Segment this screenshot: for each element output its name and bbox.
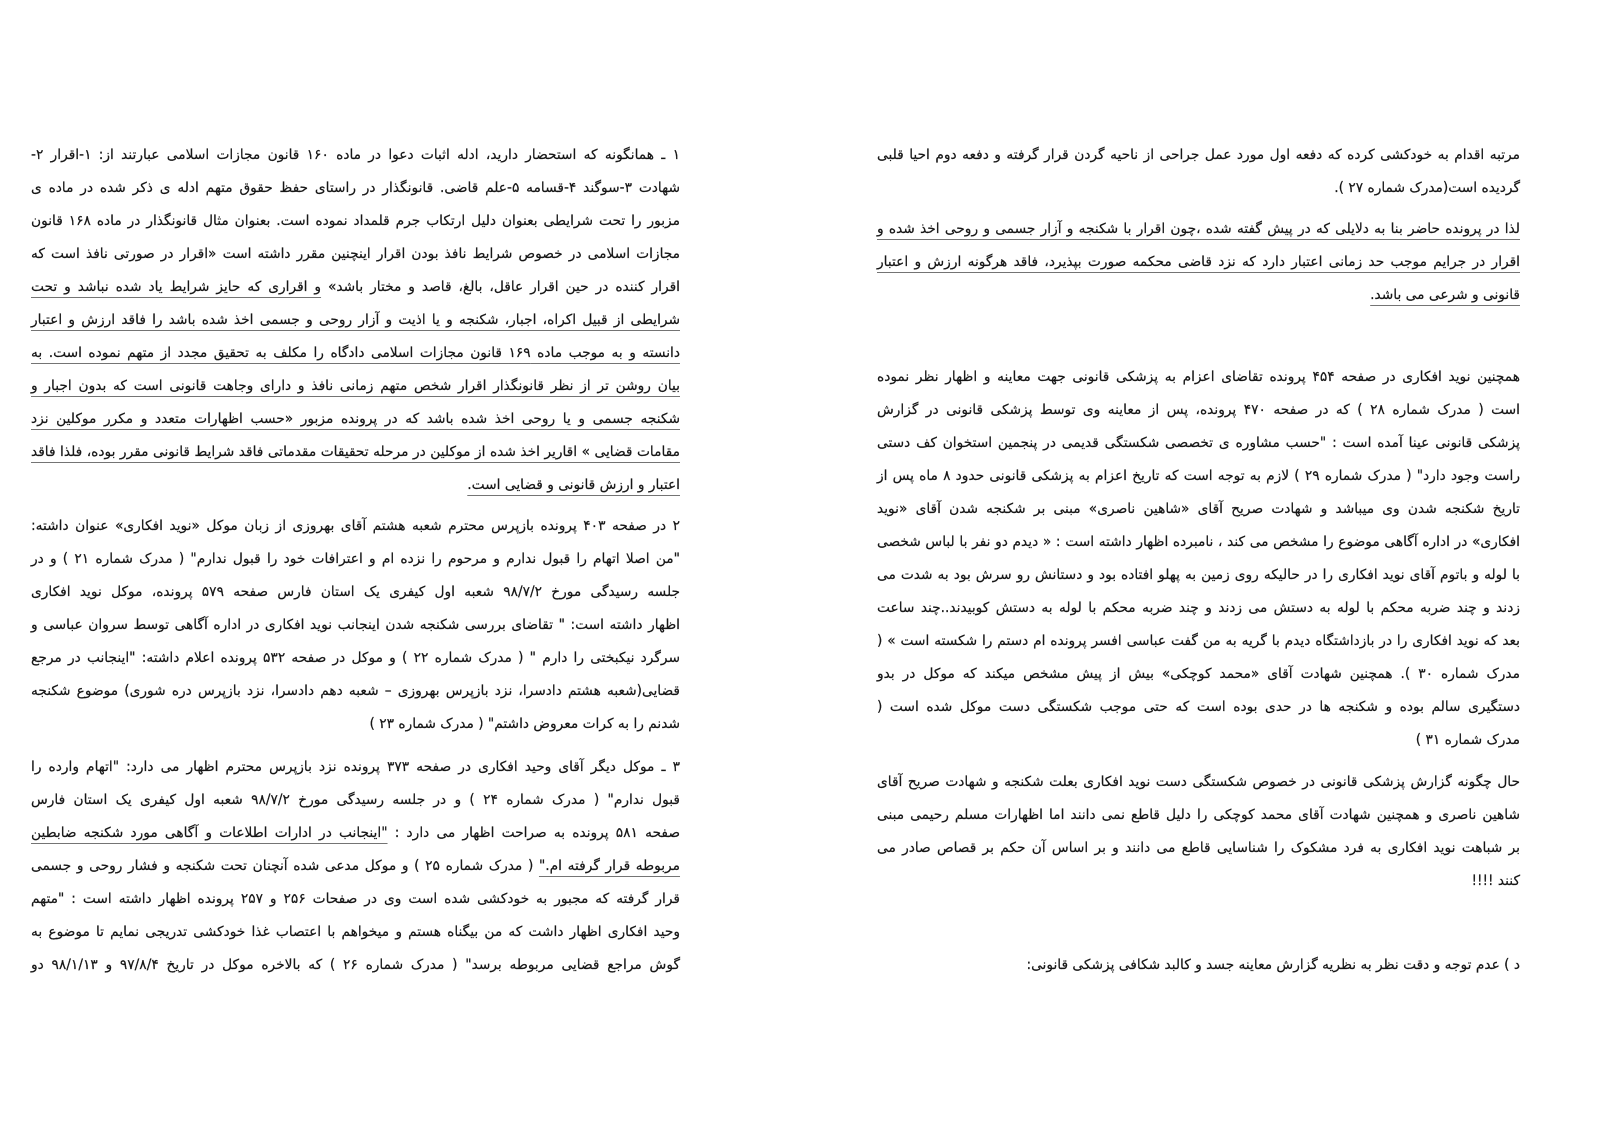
text-line: گوش مراجع قضایی مربوطه برسد" ( مدرک شماره ۲۶ ) که بالاخره موکل در تاریخ ۹۷/۸/۴ و ۹۸/۱/۱۳ دو bbox=[31, 957, 680, 973]
text-line: شاهین ناصری و همچنین شهادت آقای محمد کوچکی را دلیل قاطع نمی دانند اما اظهارات مسلم رحیمی مبنی bbox=[877, 807, 1520, 823]
underlined-text: "اینجانب در ادارات اطلاعات و آگاهی مورد شکنجه ضابطین bbox=[31, 825, 388, 841]
text-line: است ( مدرک شماره ۲۸ ) که در صفحه ۴۷۰ پرونده، پس از معاینه وی توسط پزشکی قانونی در گزارش bbox=[877, 402, 1520, 418]
text-line: پزشکی قانونی عینا آمده است : "حسب مشاوره ی تخصصی شکستگی قدیمی در پنجمین استخوان کف دستی bbox=[877, 435, 1520, 451]
underlined-text-line: اقرار در جرایم موجب حد زمانی اعتبار دارد که نزد قاضی محکمه صورت بپذیرد، فاقد هرگونه ارزش و اعتبار bbox=[877, 254, 1520, 270]
paragraph-question bbox=[877, 766, 1520, 898]
paragraph-vahid-statements bbox=[31, 751, 680, 982]
text-line: تاریخ شکنجه شدن وی میباشد و شهادت صریح آقای «شاهین ناصری» مبنی بر شکنجه شدن آقای «نوید bbox=[877, 501, 1520, 517]
text-line: مدرک شماره ۳۱ ) bbox=[1415, 732, 1520, 748]
text-line: وحید افکاری اظهار داشت که من بیگناه هستم و میخواهم با اعتصاب غذا خودکشی تدریجی نمایم تا موضوع به bbox=[31, 924, 680, 940]
text-line: اظهار داشته است: " تقاضای بررسی شکنجه شدن اینجانب نوید افکاری در اداره آگاهی توسط سروان عباسی و bbox=[31, 617, 680, 633]
paragraph-evidence-law bbox=[31, 139, 680, 502]
text-segment: ( مدرک شماره ۲۵ ) و موکل مدعی شده آنچنان تحت شکنجه و فشار روحی و جسمی bbox=[31, 858, 534, 874]
underlined-text-line: مقامات قضایی » اقاریر اخذ شده از موکلین در مرحله تحقیقات مقدماتی فاقد شرایط قانونی مقرر بوده، فلذا فاقد bbox=[31, 444, 680, 460]
text-line: سرگرد نیکبختی را دارم " ( مدرک شماره ۲۲ ) و موکل در صفحه ۵۳۲ پرونده اعلام داشته: "اینجانب در مرجع bbox=[31, 650, 681, 666]
text-line: مزبور را تحت شرایطی بعنوان دلیل ارتکاب جرم قلمداد نموده است. بعنوان مثال قانونگذار در ماده ۱۶۸ قانون bbox=[31, 213, 680, 229]
text-line: راست وجود دارد" ( مدرک شماره ۲۹ ) لازم به توجه است که تاریخ اعزام به پزشکی قانونی حدود ۸ ماه پس از bbox=[877, 468, 1520, 484]
text-line: همچنین نوید افکاری در صفحه ۴۵۴ پرونده تقاضای اعزام به پزشکی قانونی جهت معاینه و اظهار نظر نموده bbox=[877, 369, 1520, 385]
text-line: با لوله و باتوم آقای نوید افکاری را در حالیکه روی زمین به پهلو افتاده بود و دستانش رو سرش بود به شدت می bbox=[877, 567, 1520, 583]
section-heading-text: د ) عدم توجه و دقت نظر به نظریه گزارش معاینه جسد و کالبد شکافی پزشکی قانونی: bbox=[1026, 957, 1520, 973]
section-heading bbox=[877, 949, 1520, 982]
text-line: بعد که نوید افکاری را در بازداشتگاه دیدم با گریه به من گفت عباسی افسر پرونده ام دستم را شکسته است » ( bbox=[877, 633, 1520, 649]
underlined-text-line: اعتبار و ارزش قانونی و قضایی است. bbox=[467, 477, 680, 493]
text-line: شدنم را به کرات معروض داشتم" ( مدرک شماره ۲۳ ) bbox=[369, 716, 680, 732]
underlined-text-line: بیان روشن تر از نظر قانونگذار اقرار شخص متهم زمانی نافذ و دارای وجاهت قانونی است که بدون اجبار و bbox=[31, 378, 680, 394]
text-line: مجازات اسلامی در خصوص شرایط نافذ بودن اقرار اینچنین مقرر داشته است «اقرار در صورتی نافذ است که bbox=[31, 246, 680, 262]
text-line bbox=[31, 850, 680, 883]
text-segment: اقرار کننده در حین اقرار عاقل، بالغ، قاصد و مختار باشد» bbox=[328, 279, 680, 295]
text-line: مرتبه اقدام به خودکشی کرده که دفعه اول مورد عمل جراحی از ناحیه گردن قرار گرفته و دفعه دوم احیا قلبی bbox=[877, 147, 1520, 163]
paragraph-confession-validity bbox=[877, 213, 1520, 312]
text-line: ۲ در صفحه ۴۰۳ پرونده بازپرس محترم شعبه هشتم آقای بهروزی از زبان موکل «نوید افکاری» عنوان داشته: bbox=[31, 518, 680, 534]
underlined-text: و اقراری که حایز شرایط یاد شده نباشد و تحت bbox=[31, 279, 322, 295]
paragraph-suicide-attempts bbox=[877, 139, 1520, 205]
right-page-column bbox=[877, 139, 1520, 982]
paragraph-forensic-report bbox=[877, 361, 1520, 757]
underlined-text-line: شرایطی از قبیل اکراه، اجبار، شکنجه و یا اذیت و آزار روحی و جسمی اخذ شده باشد را فاقد ارزش و اعتبار bbox=[31, 312, 680, 328]
text-line: قرار گرفته که مجبور به خودکشی شده است وی در صفحات ۲۵۶ و ۲۵۷ پرونده اظهار داشته است : "متهم bbox=[31, 891, 680, 907]
underlined-text-line: قانونی و شرعی می باشد. bbox=[1370, 287, 1520, 303]
text-segment: صفحه ۵۸۱ پرونده به صراحت اظهار می دارد : bbox=[394, 825, 680, 841]
paragraph-navid-statements bbox=[31, 510, 680, 741]
text-line: مدرک شماره ۳۰ ). همچنین شهادت آقای «محمد کوچکی» بیش از پیش مشخص میکند که موکل در بدو bbox=[877, 666, 1521, 682]
text-line: قبول ندارم" ( مدرک شماره ۲۴ ) و در جلسه رسیدگی مورخ ۹۸/۷/۲ شعبه اول کیفری یک استان فارس bbox=[31, 792, 680, 808]
text-line: دستگیری سالم بوده و شکنجه ها در حدی بوده است که حتی موجب شکستگی دست موکل شده است ( bbox=[877, 699, 1520, 715]
text-line: حال چگونه گزارش پزشکی قانونی در خصوص شکستگی دست نوید افکاری بعلت شکنجه و شهادت صریح آقای bbox=[877, 774, 1520, 790]
underlined-text: مربوطه قرار گرفته ام." bbox=[538, 858, 681, 874]
text-line: افکاری» در اداره آگاهی موضوع را مشخص می کند ، نامبرده اظهار داشته است : « دیدم دو نفر با لباس شخصی bbox=[877, 534, 1520, 550]
text-line bbox=[31, 817, 680, 850]
text-line: جلسه رسیدگی مورخ ۹۸/۷/۲ شعبه اول کیفری یک استان فارس صفحه ۵۷۹ پرونده، موکل نوید افکاری bbox=[31, 584, 681, 600]
text-line: ۳ ـ موکل دیگر آقای وحید افکاری در صفحه ۳۷۳ پرونده نزد بازپرس محترم اظهار می دارد: "اتهام وارده را bbox=[31, 759, 680, 775]
text-line: ۱ ـ همانگونه که استحضار دارید، ادله اثبات دعوا در ماده ۱۶۰ قانون مجازات اسلامی عبارتند از: ۱-اقرار ۲- bbox=[31, 147, 680, 163]
text-line: قضایی(شعبه هشتم دادسرا، نزد بازپرس بهروزی – شعبه دهم دادسرا، نزد بازپرس دره شوری) موضوع شکنجه bbox=[31, 683, 680, 699]
text-line: "من اصلا اتهام را قبول ندارم و مرحوم را نزده ام و اعترافات خود را قبول ندارم" ( مدرک شماره ۲۱ ) و در bbox=[31, 551, 680, 567]
text-line: زدند و چند ضربه محکم با لوله به دستش می زدند و چند ضربه محکم با لوله به دستش کوبیدند..چند ساعت bbox=[877, 600, 1520, 616]
underlined-text-line: شکنجه جسمی و یا روحی اخذ شده باشد که در پرونده مزبور «حسب اظهارات متعدد و مکرر موکلین نزد bbox=[31, 411, 680, 427]
text-line: بر شباهت نوید افکاری به فرد مشکوک را شناسایی قاطع می دانند و بر اساس آن حکم بر قصاص صادر می bbox=[877, 840, 1520, 856]
text-line: شهادت ۳-سوگند ۴-قسامه ۵-علم قاضی. قانونگذار در راستای حفظ حقوق متهم ادله ی ذکر شده در ماده ی bbox=[31, 180, 680, 196]
text-line: کنند !!!! bbox=[1471, 873, 1520, 889]
text-line bbox=[31, 271, 680, 304]
text-line: گردیده است(مدرک شماره ۲۷ ). bbox=[1334, 180, 1520, 196]
underlined-text-line: لذا در پرونده حاضر بنا به دلایلی که در پیش گفته شده ،چون اقرار با شکنجه و آزار جسمی و روحی اخذ شده و bbox=[877, 221, 1520, 237]
underlined-text-line: دانسته و به موجب ماده ۱۶۹ قانون مجازات اسلامی دادگاه را مکلف به تحقیق مجدد از متهم نموده است. به bbox=[31, 345, 680, 361]
left-page-column bbox=[31, 139, 680, 982]
